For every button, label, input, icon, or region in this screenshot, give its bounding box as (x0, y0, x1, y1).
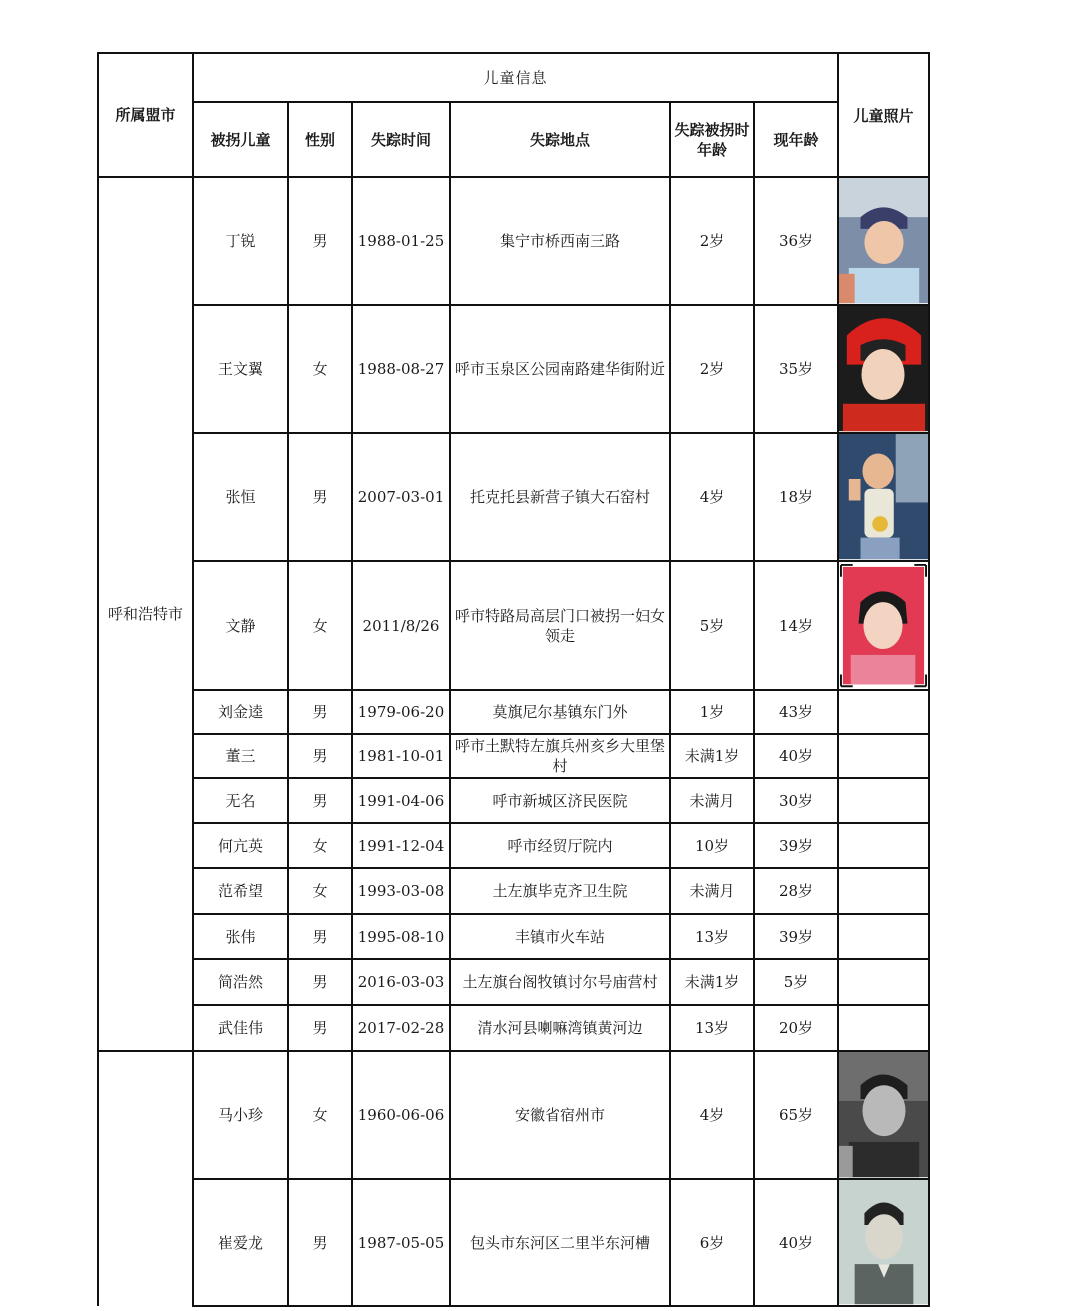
table-row (98, 177, 929, 305)
table-row (98, 1005, 929, 1051)
table-row (98, 823, 929, 868)
age-now: 20岁 (754, 1005, 838, 1051)
child-photo (838, 177, 929, 305)
child-photo-empty (838, 823, 929, 868)
child-name: 无名 (193, 778, 288, 823)
child-name: 张伟 (193, 914, 288, 959)
missing-time: 1995-08-10 (352, 914, 450, 959)
child-sex: 男 (288, 433, 352, 561)
table-row (98, 868, 929, 914)
child-sex: 男 (288, 1005, 352, 1051)
header-name: 被拐儿童 (193, 102, 288, 177)
table-row (98, 914, 929, 959)
age-now: 43岁 (754, 690, 838, 734)
child-name: 马小珍 (193, 1051, 288, 1179)
missing-place: 土左旗毕克齐卫生院 (450, 868, 670, 914)
child-photo-icon (839, 178, 928, 303)
child-photo-empty (838, 778, 929, 823)
child-name: 范希望 (193, 868, 288, 914)
age-then: 2岁 (670, 177, 754, 305)
age-then: 13岁 (670, 1005, 754, 1051)
child-photo (838, 561, 929, 690)
child-sex: 男 (288, 1179, 352, 1306)
region-cell: 呼和浩特市 (98, 177, 193, 1051)
child-sex: 男 (288, 734, 352, 778)
missing-place: 丰镇市火车站 (450, 914, 670, 959)
missing-time: 2016-03-03 (352, 959, 450, 1005)
missing-place: 呼市新城区济民医院 (450, 778, 670, 823)
age-now: 18岁 (754, 433, 838, 561)
child-photo-icon (839, 563, 928, 688)
missing-place: 集宁市桥西南三路 (450, 177, 670, 305)
age-then: 6岁 (670, 1179, 754, 1306)
table-title: 儿童信息 (193, 53, 838, 102)
child-photo-empty (838, 734, 929, 778)
child-photo-icon (839, 434, 928, 559)
child-sex: 男 (288, 959, 352, 1005)
age-now: 35岁 (754, 305, 838, 433)
child-photo (838, 1051, 929, 1179)
age-now: 39岁 (754, 914, 838, 959)
child-sex: 男 (288, 690, 352, 734)
child-sex: 女 (288, 305, 352, 433)
age-now: 28岁 (754, 868, 838, 914)
age-then: 1岁 (670, 690, 754, 734)
table-row (98, 690, 929, 734)
header-photo: 儿童照片 (838, 53, 929, 177)
missing-place: 清水河县喇嘛湾镇黄河边 (450, 1005, 670, 1051)
child-sex: 男 (288, 914, 352, 959)
missing-time: 1991-04-06 (352, 778, 450, 823)
missing-time: 1979-06-20 (352, 690, 450, 734)
header-age-then: 失踪被拐时年龄 (670, 102, 754, 177)
missing-time: 1991-12-04 (352, 823, 450, 868)
child-photo-icon (839, 1180, 928, 1304)
missing-time: 1988-01-25 (352, 177, 450, 305)
missing-place: 呼市土默特左旗兵州亥乡大里堡村 (450, 734, 670, 778)
child-photo-icon (839, 306, 928, 431)
age-now: 65岁 (754, 1051, 838, 1179)
age-now: 40岁 (754, 734, 838, 778)
age-then: 未满月 (670, 868, 754, 914)
child-name: 武佳伟 (193, 1005, 288, 1051)
child-photo-empty (838, 959, 929, 1005)
missing-time: 1960-06-06 (352, 1051, 450, 1179)
age-then: 未满月 (670, 778, 754, 823)
header-sex: 性别 (288, 102, 352, 177)
missing-place: 呼市玉泉区公园南路建华街附近 (450, 305, 670, 433)
missing-place: 安徽省宿州市 (450, 1051, 670, 1179)
missing-place: 呼市特路局高层门口被拐一妇女领走 (450, 561, 670, 690)
child-name: 董三 (193, 734, 288, 778)
age-now: 40岁 (754, 1179, 838, 1306)
header-time: 失踪时间 (352, 102, 450, 177)
age-then: 10岁 (670, 823, 754, 868)
table-row (98, 778, 929, 823)
header-region: 所属盟市 (98, 53, 193, 177)
child-sex: 女 (288, 561, 352, 690)
child-name: 简浩然 (193, 959, 288, 1005)
child-name: 丁锐 (193, 177, 288, 305)
table-row (98, 1051, 929, 1179)
age-then: 5岁 (670, 561, 754, 690)
age-now: 39岁 (754, 823, 838, 868)
child-name: 张恒 (193, 433, 288, 561)
child-photo-empty (838, 1005, 929, 1051)
child-photo-empty (838, 690, 929, 734)
table-row (98, 305, 929, 433)
age-then: 13岁 (670, 914, 754, 959)
table-row (98, 959, 929, 1005)
missing-time: 1987-05-05 (352, 1179, 450, 1306)
region-cell (98, 1051, 193, 1306)
child-photo-icon (839, 1052, 928, 1177)
child-photo-empty (838, 914, 929, 959)
missing-time: 2007-03-01 (352, 433, 450, 561)
header-age-now: 现年龄 (754, 102, 838, 177)
child-sex: 男 (288, 778, 352, 823)
child-photo (838, 1179, 929, 1306)
child-photo-empty (838, 868, 929, 914)
age-then: 未满1岁 (670, 959, 754, 1005)
child-sex: 男 (288, 177, 352, 305)
missing-place: 莫旗尼尔基镇东门外 (450, 690, 670, 734)
age-then: 2岁 (670, 305, 754, 433)
table-row (98, 433, 929, 561)
age-now: 36岁 (754, 177, 838, 305)
child-photo (838, 433, 929, 561)
missing-place: 包头市东河区二里半东河槽 (450, 1179, 670, 1306)
missing-time: 2011/8/26 (352, 561, 450, 690)
child-name: 刘金逵 (193, 690, 288, 734)
child-sex: 女 (288, 868, 352, 914)
missing-place: 土左旗台阁牧镇讨尔号庙营村 (450, 959, 670, 1005)
missing-children-table (97, 52, 930, 1307)
age-now: 5岁 (754, 959, 838, 1005)
table-row (98, 1179, 929, 1306)
table-row (98, 561, 929, 690)
child-name: 崔爱龙 (193, 1179, 288, 1306)
age-then: 4岁 (670, 433, 754, 561)
child-photo (838, 305, 929, 433)
missing-time: 1981-10-01 (352, 734, 450, 778)
child-sex: 女 (288, 823, 352, 868)
missing-time: 2017-02-28 (352, 1005, 450, 1051)
age-then: 4岁 (670, 1051, 754, 1179)
missing-place: 托克托县新营子镇大石窑村 (450, 433, 670, 561)
age-now: 30岁 (754, 778, 838, 823)
age-now: 14岁 (754, 561, 838, 690)
missing-time: 1993-03-08 (352, 868, 450, 914)
table-row (98, 734, 929, 778)
child-name: 文静 (193, 561, 288, 690)
child-sex: 女 (288, 1051, 352, 1179)
missing-time: 1988-08-27 (352, 305, 450, 433)
missing-place: 呼市经贸厅院内 (450, 823, 670, 868)
header-place: 失踪地点 (450, 102, 670, 177)
child-name: 王文翼 (193, 305, 288, 433)
child-name: 何亢英 (193, 823, 288, 868)
age-then: 未满1岁 (670, 734, 754, 778)
